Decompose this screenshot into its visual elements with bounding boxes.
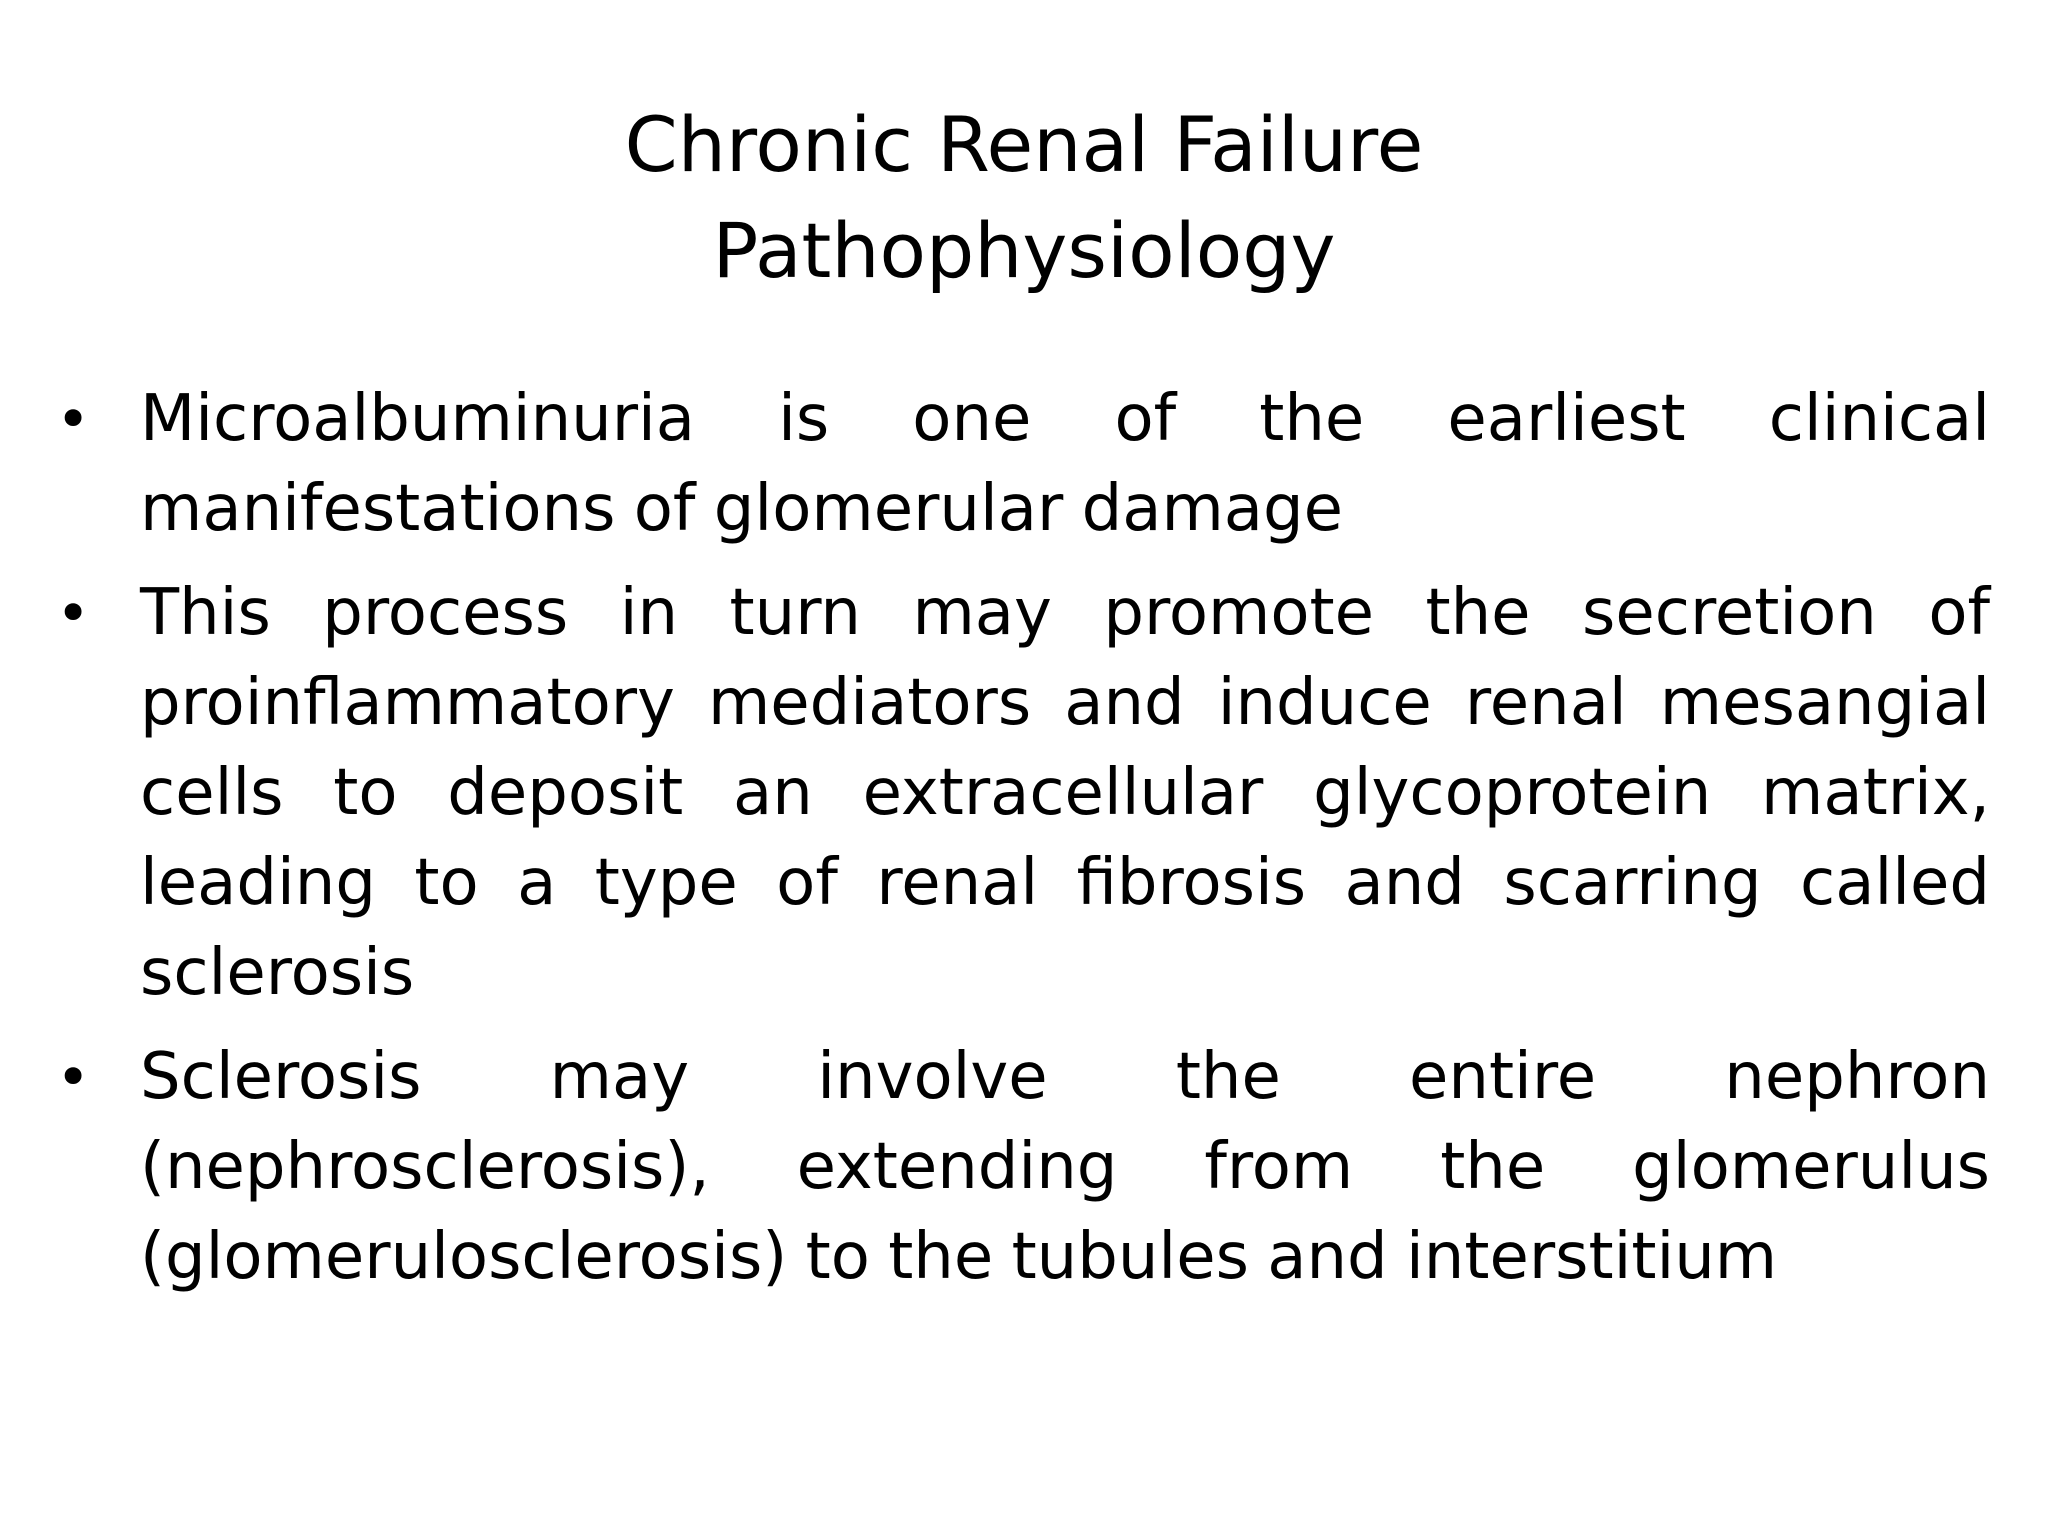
bullet-item-process [56, 568, 1990, 1018]
bullet-item-sclerosis [56, 1032, 1990, 1302]
bullet-text: This process in turn may promote the secretion of proinflammatory mediators and induce renal mesangial cells to deposit an extracellular glycoprotein matrix, leading to a type of renal fibrosis and scarring called sclerosis [140, 576, 1990, 1010]
bullet-text: Sclerosis may involve the entire nephron (nephrosclerosis), extending from the glomerulus (glomerulosclerosis) to the tubules and interstitium [140, 1040, 1990, 1294]
bullet-marker: • [56, 579, 91, 647]
slide-title [0, 92, 2048, 304]
bullet-marker: • [56, 1043, 91, 1111]
slide-content [56, 374, 1990, 1316]
slide-title-line-1: Chronic Renal Failure [624, 100, 1424, 189]
slide-title-line-2: Pathophysiology [712, 206, 1336, 295]
bullet-item-microalbuminuria [56, 374, 1990, 554]
bullet-text: Microalbuminuria is one of the earliest clinical manifestations of glomerular damage [140, 382, 1990, 546]
bullet-list [56, 374, 1990, 1302]
bullet-marker: • [56, 385, 91, 453]
